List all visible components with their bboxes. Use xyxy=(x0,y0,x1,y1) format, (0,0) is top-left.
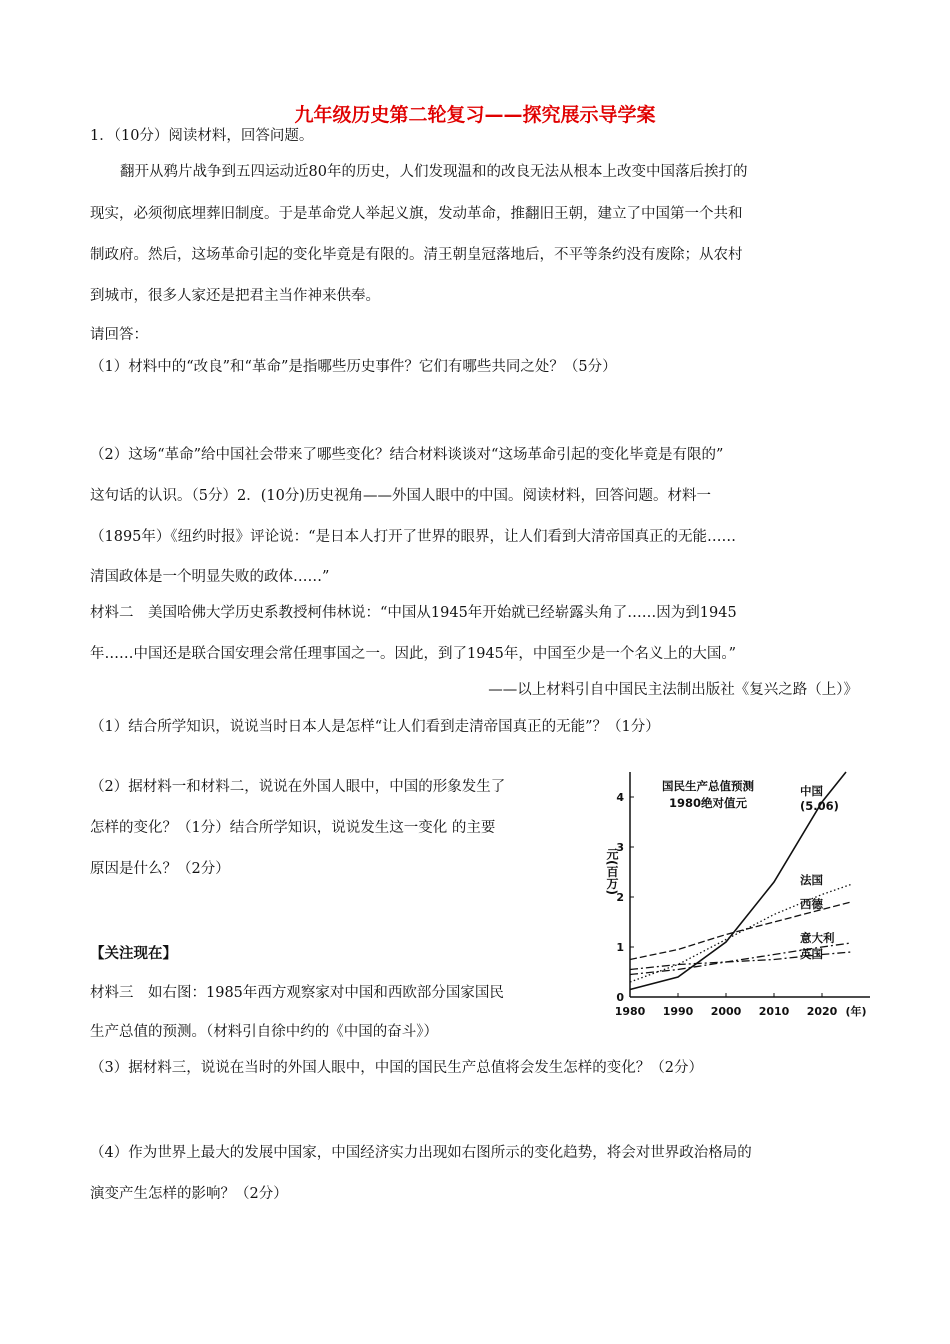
chart-title: 国民生产总值预测 xyxy=(662,779,754,793)
material-paragraph: 现实，必须彻底埋葬旧制度。于是革命党人举起义旗，发动革命，推翻旧王朝，建立了中国第一个共和 xyxy=(90,206,743,222)
section-heading: 【关注现在】 xyxy=(90,946,177,962)
gnp-forecast-chart xyxy=(605,762,878,1024)
y-axis-label: 元(百万) xyxy=(605,848,619,895)
page-title: 九年级历史第二轮复习——探究展示导学案 xyxy=(294,104,656,126)
series-label: 中国 xyxy=(800,784,823,798)
question-1-heading: 1．（10分）阅读材料，回答问题。 xyxy=(90,128,314,144)
material-paragraph: 年……中国还是联合国安理会常任理事国之一。因此，到了1945年，中国至少是一个名义上的大国。” xyxy=(90,646,737,662)
sub-question: （3）据材料三，说说在当时的外国人眼中，中国的国民生产总值将会发生怎样的变化？（2分） xyxy=(90,1060,703,1076)
material-paragraph: 生产总值的预测。（材料引自徐中约的《中国的奋斗》） xyxy=(90,1024,438,1040)
series-note: (5.06) xyxy=(800,799,839,813)
material-paragraph: （1895年）《纽约时报》评论说：“是日本人打开了世界的眼界，让人们看到大清帝国真正的无能…… xyxy=(90,529,737,545)
series-label: 法国 xyxy=(800,873,823,887)
sub-question: 怎样的变化？（1分）结合所学知识，说说发生这一变化 的主要 xyxy=(90,820,496,836)
material-paragraph: 到城市，很多人家还是把君主当作神来供奉。 xyxy=(90,288,380,304)
chart-labels xyxy=(605,779,867,1018)
x-tick-label: 2000 xyxy=(710,1005,742,1018)
y-tick-label: 4 xyxy=(616,791,624,804)
chart-subtitle: 1980绝对值元 xyxy=(668,796,748,810)
x-tick-label: 2020 xyxy=(806,1005,838,1018)
y-tick-label: 3 xyxy=(616,841,624,854)
material-paragraph: 材料三 如右图：1985年西方观察家对中国和西欧部分国家国民 xyxy=(90,985,504,1001)
x-tick-label: 1990 xyxy=(662,1005,694,1018)
answer-prompt: 请回答： xyxy=(90,327,148,343)
sub-question: 演变产生怎样的影响？（2分） xyxy=(90,1186,288,1202)
material-paragraph: 清国政体是一个明显失败的政体……” xyxy=(90,569,330,585)
series-label: 英国 xyxy=(800,947,823,961)
material-paragraph: 材料二 美国哈佛大学历史系教授柯伟林说：“中国从1945年开始就已经崭露头角了……因为到1945 xyxy=(90,605,737,621)
x-tick-label: 1980 xyxy=(614,1005,646,1018)
sub-question: 原因是什么？（2分） xyxy=(90,861,230,877)
sub-question: 这句话的认识。（5分）2．(10分)历史视角——外国人眼中的中国。阅读材料，回答问题。材料一 xyxy=(90,488,711,504)
series-label: 西德 xyxy=(800,897,823,911)
sub-question: （2）这场“革命”给中国社会带来了哪些变化？结合材料谈谈对“这场革命引起的变化毕竟是有限的” xyxy=(90,447,724,463)
y-tick-label: 1 xyxy=(616,941,624,954)
y-tick-label: 0 xyxy=(616,991,624,1004)
sub-question: （2）据材料一和材料二，说说在外国人眼中，中国的形象发生了 xyxy=(90,779,506,795)
sub-question: （1）材料中的“改良”和“革命”是指哪些历史事件？它们有哪些共同之处？（5分） xyxy=(90,359,617,375)
sub-question: （4）作为世界上最大的发展中国家，中国经济实力出现如右图所示的变化趋势，将会对世界政治格局的 xyxy=(90,1145,752,1161)
series-label: 意大利 xyxy=(800,931,835,945)
material-source: ——以上材料引自中国民主法制出版社《复兴之路（上）》 xyxy=(488,682,858,698)
y-tick-label: 2 xyxy=(616,891,624,904)
sub-question: （1）结合所学知识，说说当时日本人是怎样“让人们看到走清帝国真正的无能”？（1分） xyxy=(90,719,660,735)
x-axis-label: (年) xyxy=(845,1005,867,1018)
material-paragraph: 制政府。然后，这场革命引起的变化毕竟是有限的。清王朝皇冠落地后，不平等条约没有废除；从农村 xyxy=(90,247,743,263)
material-paragraph: 翻开从鸦片战争到五四运动近80年的历史，人们发现温和的改良无法从根本上改变中国落后挨打的 xyxy=(120,164,748,180)
x-tick-label: 2010 xyxy=(758,1005,790,1018)
